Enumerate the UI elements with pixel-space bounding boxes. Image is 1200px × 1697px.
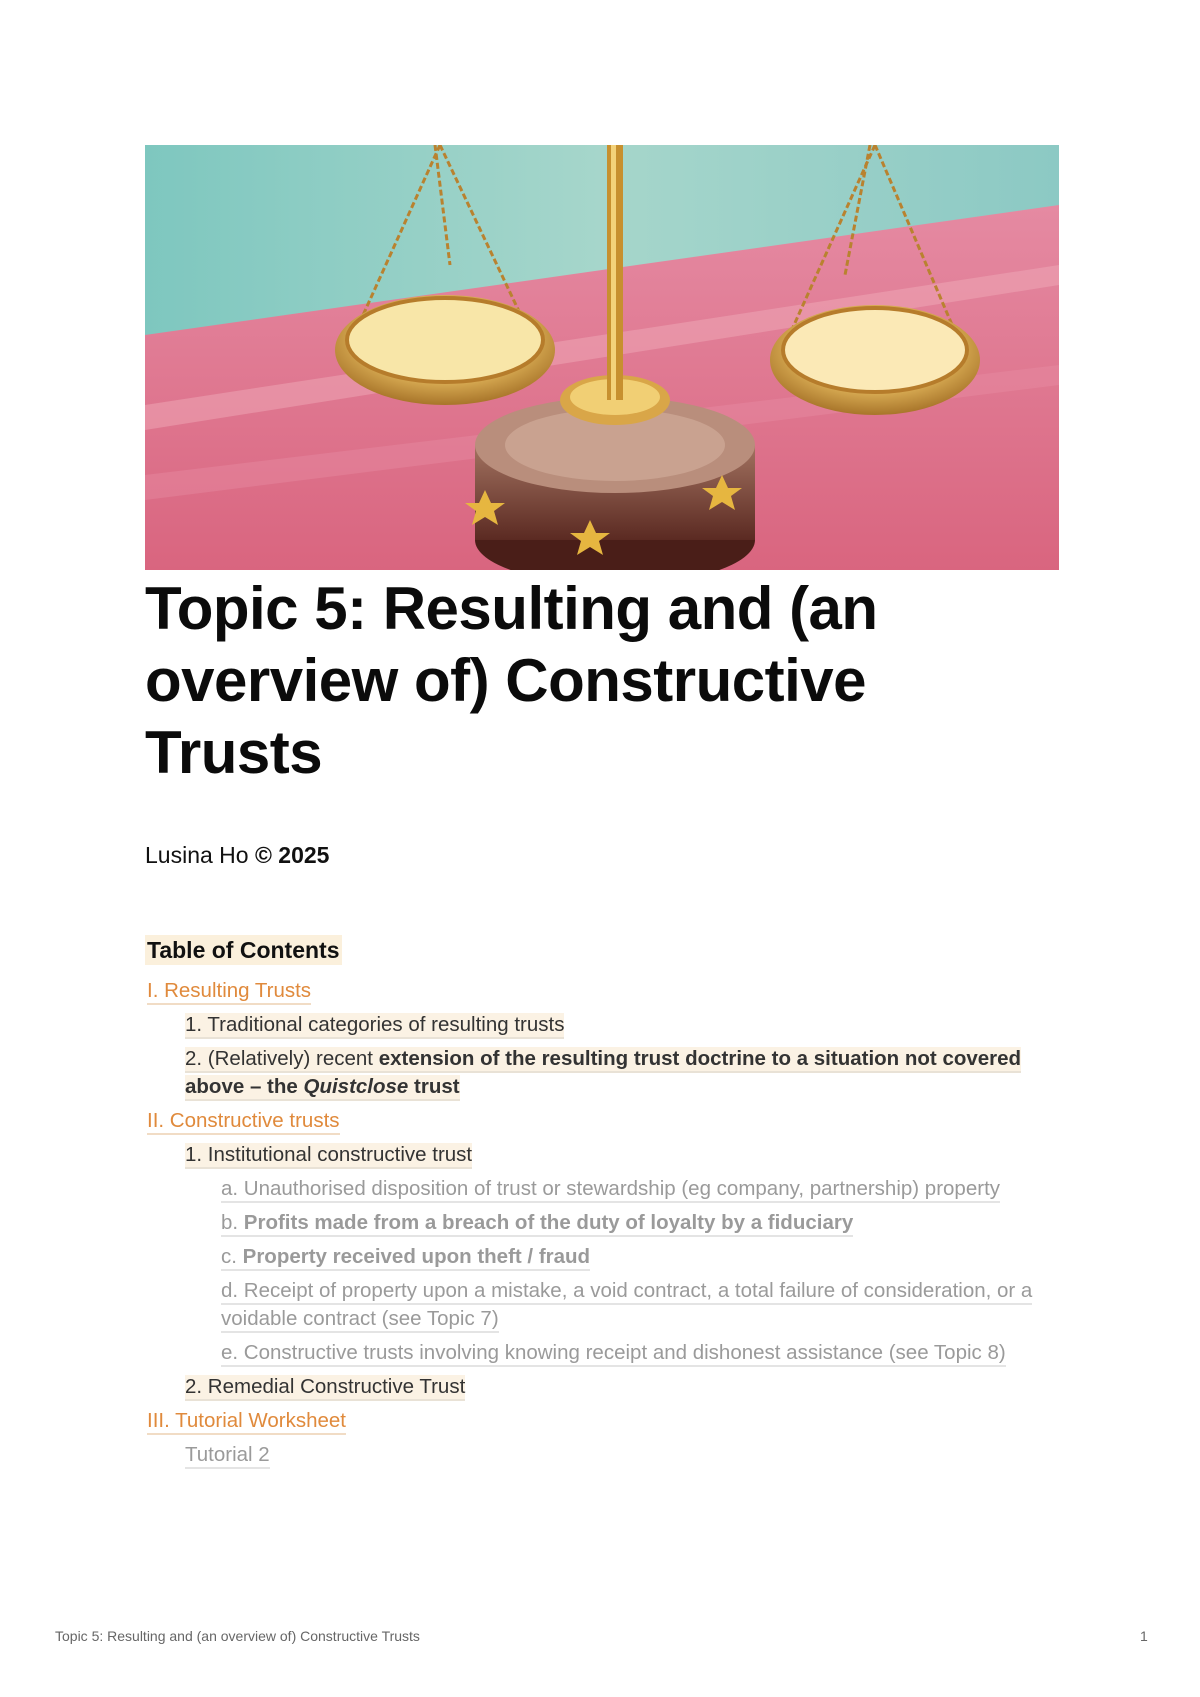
- toc-link-text: a. Unauthorised disposition of trust or stewardship (eg company, partnership) property: [221, 1177, 1001, 1200]
- toc-item-10[interactable]: [145, 1339, 1045, 1367]
- toc-link-text: trust: [408, 1075, 460, 1098]
- toc-link-text: 1. Institutional constructive trust: [185, 1143, 473, 1166]
- toc-link[interactable]: [147, 1409, 346, 1435]
- toc-item-5[interactable]: [145, 1141, 1045, 1169]
- toc-item-13[interactable]: [145, 1441, 1045, 1469]
- toc-link[interactable]: [221, 1341, 1006, 1367]
- toc-link-text: Profits made from a breach of the duty of loyalty by a fiduciary: [243, 1211, 854, 1234]
- toc-link[interactable]: [185, 1047, 1021, 1101]
- toc-item-2[interactable]: [145, 1011, 1045, 1039]
- toc-link[interactable]: [147, 1109, 340, 1135]
- toc-item-1[interactable]: [145, 977, 1045, 1005]
- toc-link[interactable]: [221, 1177, 1000, 1203]
- author-name: Lusina Ho: [145, 842, 255, 868]
- toc-link-text: extension of the resulting trust doctrine to a situation not covered above – the: [185, 1047, 1022, 1098]
- toc-link[interactable]: [185, 1013, 564, 1039]
- page-title: Topic 5: Resulting and (an overview of) Constructive Trusts: [145, 575, 878, 786]
- toc-link[interactable]: [185, 1375, 465, 1401]
- toc-link[interactable]: [221, 1279, 1032, 1333]
- toc-link-text: III. Tutorial Worksheet: [147, 1409, 347, 1432]
- copyright-year: 2025: [271, 842, 330, 868]
- toc-link-text: 2. (Relatively) recent: [185, 1047, 379, 1070]
- toc-item-12[interactable]: [145, 1407, 1045, 1435]
- toc-link-text: II. Constructive trusts: [147, 1109, 340, 1132]
- toc-item-3[interactable]: [145, 1045, 1045, 1101]
- page-number: 1: [1140, 1628, 1148, 1644]
- byline: [145, 840, 329, 870]
- toc-link-text: 1. Traditional categories of resulting trusts: [185, 1013, 565, 1036]
- toc-item-6[interactable]: [145, 1175, 1045, 1203]
- toc-item-4[interactable]: [145, 1107, 1045, 1135]
- table-of-contents: [145, 935, 1045, 1475]
- footer-title: Topic 5: Resulting and (an overview of) Constructive Trusts: [55, 1628, 420, 1644]
- toc-list: [145, 977, 1045, 1469]
- toc-item-7[interactable]: [145, 1209, 1045, 1237]
- cover-image: [145, 145, 1059, 570]
- copyright-icon: ©: [254, 842, 272, 868]
- toc-link[interactable]: [185, 1443, 270, 1469]
- toc-link-text: I. Resulting Trusts: [147, 979, 312, 1002]
- toc-link-text: c.: [221, 1245, 243, 1268]
- toc-item-9[interactable]: [145, 1277, 1045, 1333]
- toc-link-text: Tutorial 2: [185, 1443, 270, 1466]
- toc-link-text: Quistclose: [303, 1075, 409, 1098]
- toc-link-text: e. Constructive trusts involving knowing receipt and dishonest assistance (see Topic 8): [221, 1341, 1006, 1364]
- toc-link-text: b.: [221, 1211, 244, 1234]
- toc-item-8[interactable]: [145, 1243, 1045, 1271]
- toc-heading: Table of Contents: [147, 937, 340, 963]
- toc-link-text: d. Receipt of property upon a mistake, a void contract, a total failure of consideration, or a voidable contract (see Topic 7): [221, 1279, 1033, 1330]
- toc-link[interactable]: [221, 1245, 590, 1271]
- toc-link-text: Property received upon theft / fraud: [242, 1245, 591, 1268]
- toc-link[interactable]: [221, 1211, 853, 1237]
- scales-of-justice-icon: [145, 145, 1059, 570]
- toc-item-11[interactable]: [145, 1373, 1045, 1401]
- toc-link[interactable]: [147, 979, 311, 1005]
- toc-link-text: 2. Remedial Constructive Trust: [185, 1375, 466, 1398]
- toc-link[interactable]: [185, 1143, 472, 1169]
